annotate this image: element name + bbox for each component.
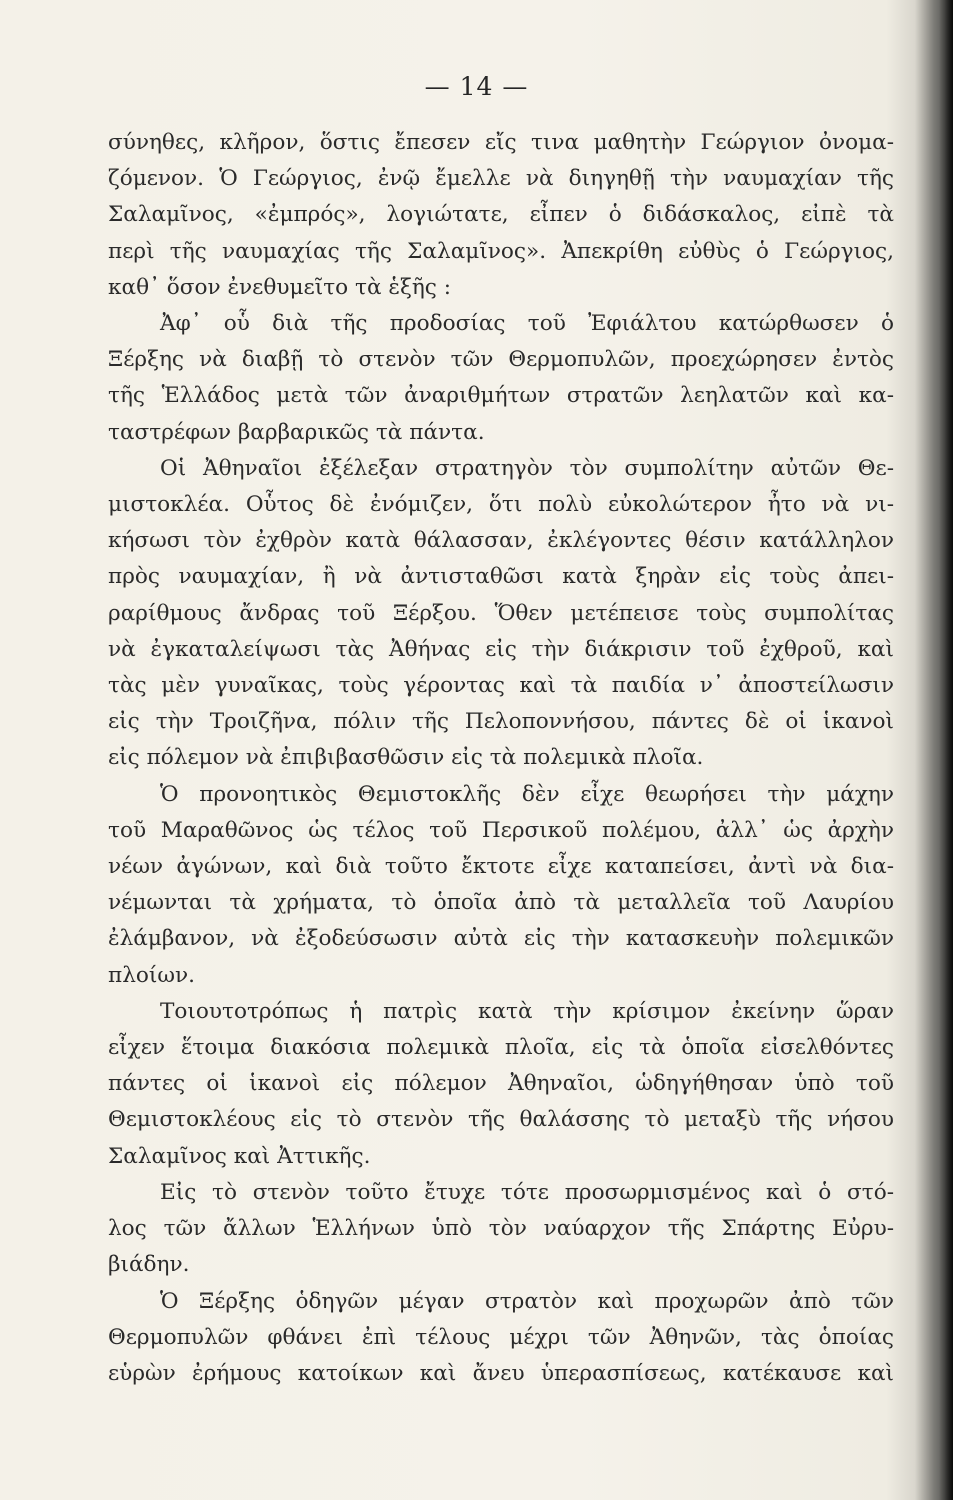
text-line: εἰς τὴν Τροιζῆνα, πόλιν τῆς Πελοποννήσου, πάντες δὲ οἱ ἱκανοὶ bbox=[108, 709, 894, 735]
text-line: μιστοκλέα. Οὗτος δὲ ἐνόμιζεν, ὅτι πολὺ εὐκολώτερον ἦτο νὰ νι- bbox=[108, 492, 894, 518]
text-line: νὰ ἐγκαταλείψωσι τὰς Ἀθήνας εἰς τὴν διάκρισιν τοῦ ἐχθροῦ, καὶ bbox=[108, 636, 894, 662]
paragraph-first-line: Ἀφ᾿ οὗ διὰ τῆς προδοσίας τοῦ Ἐφιάλτου κατώρθωσεν ὁ bbox=[160, 311, 894, 337]
text-line: λος τῶν ἄλλων Ἑλλήνων ὑπὸ τὸν ναύαρχον τῆς Σπάρτης Εὐρυ- bbox=[108, 1216, 894, 1242]
text-line: καθ᾿ ὅσον ἐνεθυμεῖτο τὰ ἑξῆς : bbox=[108, 274, 452, 300]
paragraph-first-line: Τοιουτοτρόπως ἡ πατρὶς κατὰ τὴν κρίσιμον ἐκείνην ὥραν bbox=[160, 998, 894, 1024]
text-line: Σαλαμῖνος, «ἐμπρός», λογιώτατε, εἶπεν ὁ διδάσκαλος, εἰπὲ τὰ bbox=[108, 202, 894, 228]
text-line: εὑρὼν ἐρήμους κατοίκων καὶ ἄνευ ὑπερασπίσεως, κατέκαυσε καὶ bbox=[108, 1360, 894, 1386]
paragraph-first-line: Ὁ Ξέρξης ὁδηγῶν μέγαν στρατὸν καὶ προχωρῶν ἀπὸ τῶν bbox=[160, 1288, 894, 1314]
text-line: πρὸς ναυμαχίαν, ἢ νὰ ἀντισταθῶσι κατὰ ξηρὰν εἰς τοὺς ἀπει- bbox=[108, 564, 894, 590]
text-line: τοῦ Μαραθῶνος ὡς τέλος τοῦ Περσικοῦ πολέμου, ἀλλ᾿ ὡς ἀρχὴν bbox=[108, 817, 894, 843]
paragraph-first-line: Εἰς τὸ στενὸν τοῦτο ἔτυχε τότε προσωρμισμένος καὶ ὁ στό- bbox=[160, 1179, 894, 1205]
page-edge-shadow bbox=[939, 0, 953, 1500]
text-line: εἰς πόλεμον νὰ ἐπιβιβασθῶσιν εἰς τὰ πολεμικὰ πλοῖα. bbox=[108, 745, 704, 771]
text-line: ζόμενον. Ὁ Γεώργιος, ἐνῷ ἔμελλε νὰ διηγηθῇ τὴν ναυμαχίαν τῆς bbox=[108, 166, 894, 192]
page-number: — 14 — bbox=[424, 72, 529, 101]
text-line: σύνηθες, κλῆρον, ὅστις ἔπεσεν εἴς τινα μαθητὴν Γεώργιον ὀνομα- bbox=[108, 130, 894, 155]
text-line: τὰς μὲν γυναῖκας, τοὺς γέροντας καὶ τὰ παιδία ν᾿ ἀποστείλωσιν bbox=[108, 673, 894, 699]
text-line: ραρίθμους ἄνδρας τοῦ Ξέρξου. Ὅθεν μετέπεισε τοὺς συμπολίτας bbox=[108, 600, 894, 626]
text-line: βιάδην. bbox=[108, 1252, 190, 1278]
text-line: τῆς Ἑλλάδος μετὰ τῶν ἀναριθμήτων στρατῶν λεηλατῶν καὶ κα- bbox=[108, 383, 894, 409]
body-text bbox=[108, 125, 894, 1392]
text-line: κήσωσι τὸν ἐχθρὸν κατὰ θάλασσαν, ἐκλέγοντες θέσιν κατάλληλον bbox=[108, 528, 894, 554]
text-line: νέμωνται τὰ χρήματα, τὸ ὁποῖα ἀπὸ τὰ μεταλλεῖα τοῦ Λαυρίου bbox=[108, 890, 894, 916]
text-line: πλοίων. bbox=[108, 962, 195, 988]
paragraph-first-line: Οἱ Ἀθηναῖοι ἐξέλεξαν στρατηγὸν τὸν συμπολίτην αὐτῶν Θε- bbox=[160, 455, 894, 481]
paragraph-first-line: Ὁ προνοητικὸς Θεμιστοκλῆς δὲν εἶχε θεωρήσει τὴν μάχην bbox=[160, 781, 894, 807]
text-line: Ξέρξης νὰ διαβῇ τὸ στενὸν τῶν Θερμοπυλῶν, προεχώρησεν ἐντὸς bbox=[108, 347, 894, 373]
text-line: περὶ τῆς ναυμαχίας τῆς Σαλαμῖνος». Ἀπεκρίθη εὐθὺς ὁ Γεώργιος, bbox=[108, 238, 894, 264]
text-line: Θεμιστοκλέους εἰς τὸ στενὸν τῆς θαλάσσης τὸ μεταξὺ τῆς νήσου bbox=[108, 1107, 894, 1133]
text-line: ἐλάμβανον, νὰ ἐξοδεύσωσιν αὐτὰ εἰς τὴν κατασκευὴν πολεμικῶν bbox=[108, 926, 894, 952]
text-line: Θερμοπυλῶν φθάνει ἐπὶ τέλους μέχρι τῶν Ἀθηνῶν, τὰς ὁποίας bbox=[108, 1324, 894, 1350]
text-line: νέων ἀγώνων, καὶ διὰ τοῦτο ἔκτοτε εἶχε καταπείσει, ἀντὶ νὰ δια- bbox=[108, 854, 894, 880]
text-line: ταστρέφων βαρβαρικῶς τὰ πάντα. bbox=[108, 419, 485, 445]
text-line: Σαλαμῖνος καὶ Ἀττικῆς. bbox=[108, 1143, 371, 1169]
text-line: εἶχεν ἕτοιμα διακόσια πολεμικὰ πλοῖα, εἰς τὰ ὁποῖα εἰσελθόντες bbox=[108, 1035, 894, 1061]
text-line: πάντες οἱ ἱκανοὶ εἰς πόλεμον Ἀθηναῖοι, ὡδηγήθησαν ὑπὸ τοῦ bbox=[108, 1071, 894, 1097]
